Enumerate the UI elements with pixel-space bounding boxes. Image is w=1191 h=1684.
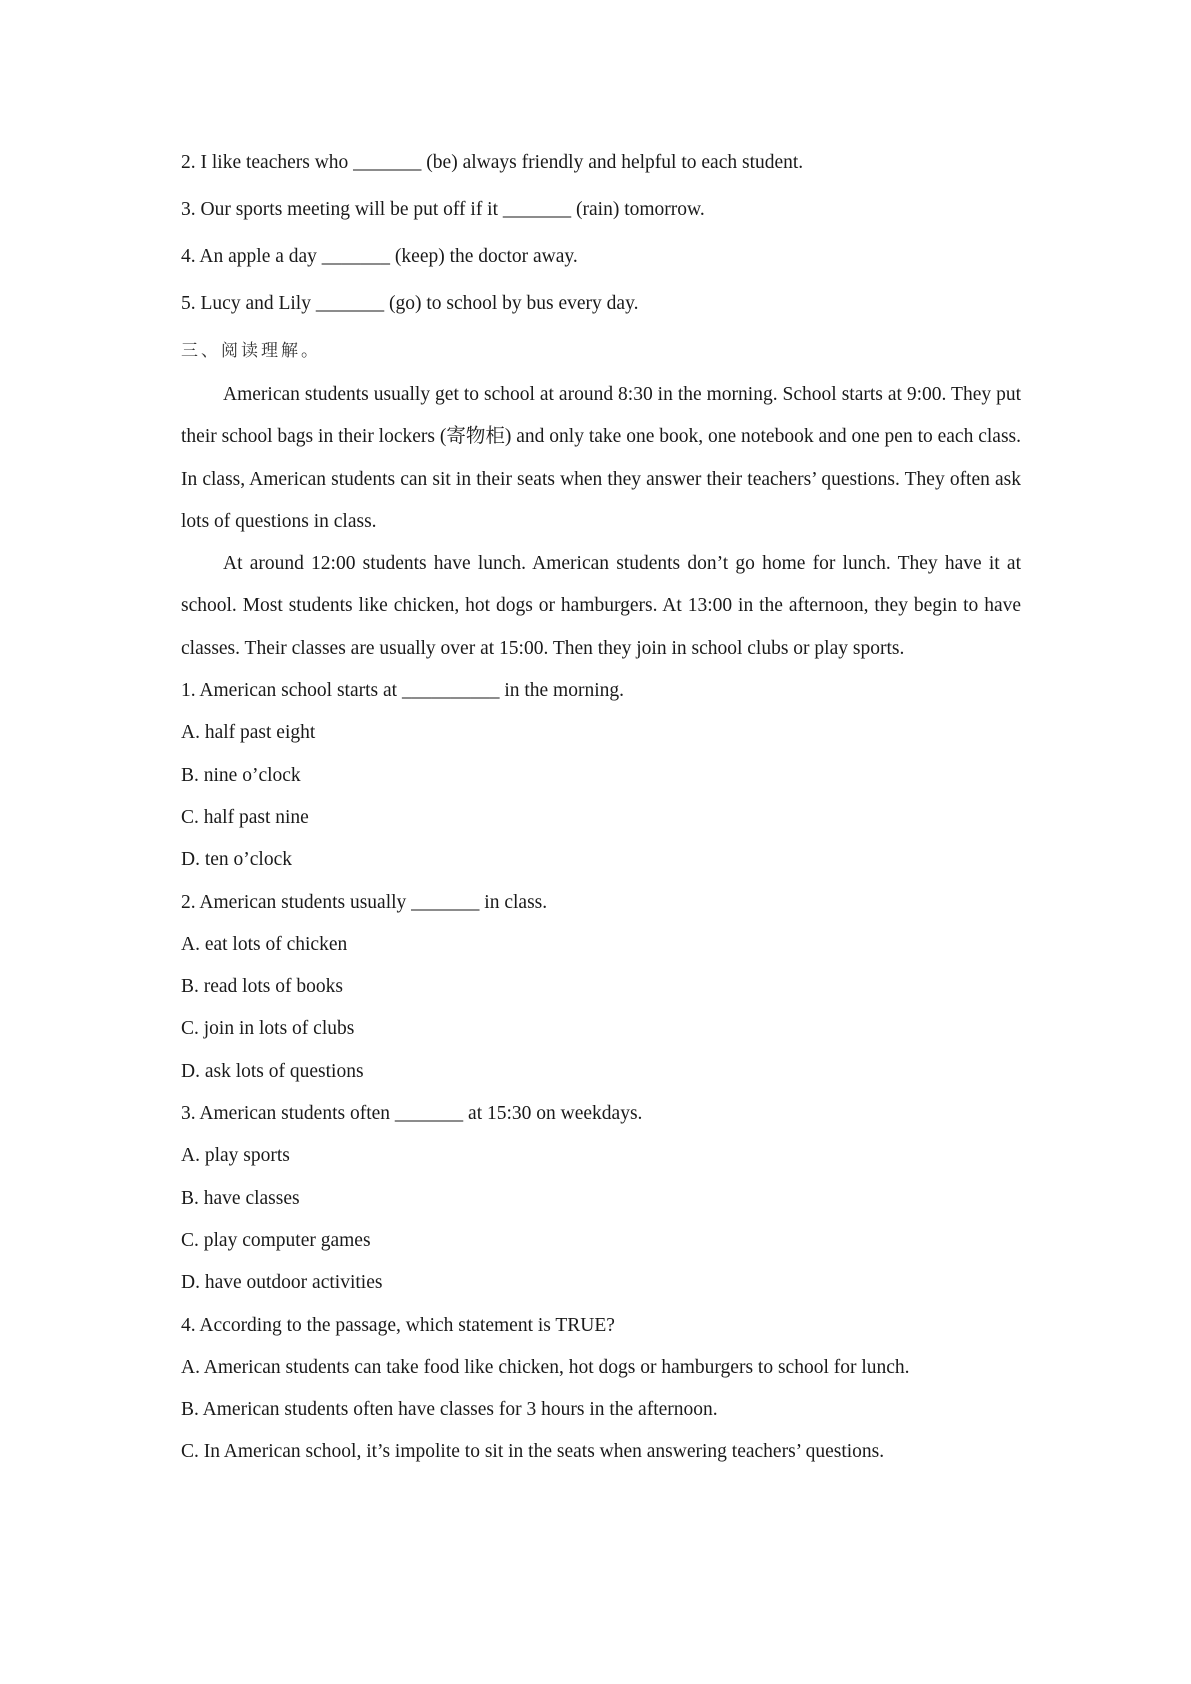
answer-option: C. In American school, it’s impolite to sit in the seats when answering teachers’ questions. xyxy=(181,1441,885,1463)
section-title: 三、阅读理解。 xyxy=(181,341,321,361)
answer-option: D. have outdoor activities xyxy=(181,1272,383,1294)
answer-option: C. half past nine xyxy=(181,806,309,828)
question-list xyxy=(181,670,1021,1474)
answer-option: D. ten o’clock xyxy=(181,849,293,871)
answer-option: A. play sports xyxy=(181,1145,290,1167)
reading-passage xyxy=(181,374,1021,670)
answer-option: B. American students often have classes for 3 hours in the afternoon. xyxy=(181,1399,718,1421)
answer-option: A. eat lots of chicken xyxy=(181,933,348,955)
answer-option: D. ask lots of questions xyxy=(181,1060,364,1082)
passage-paragraph: At around 12:00 students have lunch. American students don’t go home for lunch. They have it at school. Most students like chicken, hot dogs or hamburgers. At 13:00 in the afternoon, they begin to have classes. Their classes are usually over at 15:00. Then they join in school clubs or play sports. xyxy=(181,553,1021,659)
answer-option: A. half past eight xyxy=(181,722,316,744)
passage-paragraph: American students usually get to school at around 8:30 in the morning. School starts at 9:00. They put their school bags in their lockers (寄物柜) and only take one book, one notebook and one pen to each class. In class, American students can sit in their seats when they answer their teachers’ questions. They often ask lots of questions in class. xyxy=(181,384,1021,532)
question-stem: 1. American school starts at __________ in the morning. xyxy=(181,680,625,702)
question-stem: 3. American students often _______ at 15:30 on weekdays. xyxy=(181,1103,643,1125)
fill-in-blank-list xyxy=(181,150,1021,317)
question-stem: 4. According to the passage, which statement is TRUE? xyxy=(181,1314,615,1336)
answer-option: B. nine o’clock xyxy=(181,764,301,786)
fill-blank-item: 2. I like teachers who _______ (be) always friendly and helpful to each student. xyxy=(181,152,804,173)
fill-blank-item: 4. An apple a day _______ (keep) the doctor away. xyxy=(181,246,578,267)
question-stem: 2. American students usually _______ in class. xyxy=(181,891,548,913)
answer-option: C. join in lots of clubs xyxy=(181,1018,355,1040)
fill-blank-item: 3. Our sports meeting will be put off if it _______ (rain) tomorrow. xyxy=(181,199,705,220)
answer-option: A. American students can take food like chicken, hot dogs or hamburgers to school for lunch. xyxy=(181,1356,910,1378)
fill-blank-item: 5. Lucy and Lily _______ (go) to school by bus every day. xyxy=(181,293,639,314)
answer-option: B. have classes xyxy=(181,1187,300,1209)
answer-option: B. read lots of books xyxy=(181,976,343,998)
document-page xyxy=(181,150,1021,1474)
answer-option: C. play computer games xyxy=(181,1229,371,1251)
